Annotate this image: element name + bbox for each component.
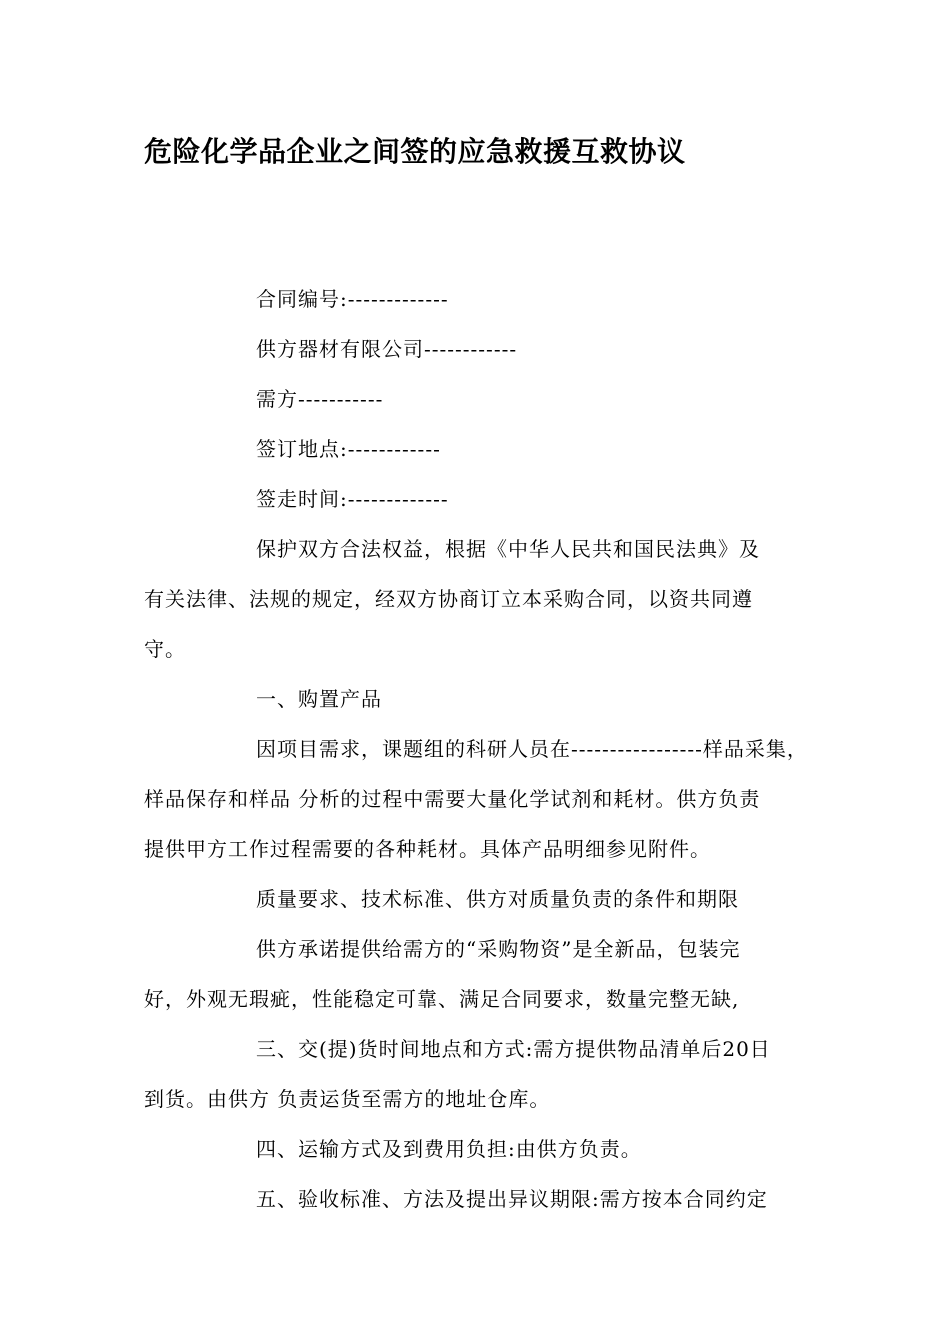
paragraph-line: 到货。由供方 负责运货至需方的地址仓库。 [144, 1087, 551, 1111]
paragraph-line: 有关法律、法规的规定，经双方协商订立本采购合同，以资共同遵 [144, 587, 753, 611]
paragraph-line: 守。 [144, 637, 186, 661]
paragraph-line: 保护双方合法权益，根据《中华人民共和国民法典》及 [256, 537, 760, 561]
paragraph-line: 五、验收标准、方法及提出异议期限:需方按本合同约定 [256, 1187, 768, 1211]
contract-number-line: 合同编号:------------- [256, 287, 449, 311]
paragraph-line: 样品保存和样品 分析的过程中需要大量化学试剂和耗材。供方负责 [144, 787, 761, 811]
document-title: 危险化学品企业之间签的应急救援互救协议 [144, 135, 686, 168]
paragraph-line: 四、运输方式及到费用负担:由供方负责。 [256, 1137, 642, 1161]
paragraph-line: 好，外观无瑕疵，性能稳定可靠、满足合同要求，数量完整无缺, [144, 987, 740, 1011]
paragraph-line: 三、交(提)货时间地点和方式:需方提供物品清单后20日 [256, 1037, 771, 1061]
paragraph-line: 提供甲方工作过程需要的各种耗材。具体产品明细参见附件。 [144, 837, 711, 861]
section-heading: 质量要求、技术标准、供方对质量负责的条件和期限 [256, 887, 739, 911]
buyer-line: 需方----------- [256, 387, 384, 411]
signing-time-line: 签走时间:------------- [256, 487, 449, 511]
paragraph-line: 供方承诺提供给需方的“采购物资”是全新品，包装完 [256, 937, 741, 961]
section-heading: 一、购置产品 [256, 687, 382, 711]
signing-place-line: 签订地点:------------ [256, 437, 441, 461]
paragraph-line: 因项目需求，课题组的科研人员在-----------------样品采集， [256, 737, 808, 761]
supplier-line: 供方器材有限公司------------ [256, 337, 518, 361]
